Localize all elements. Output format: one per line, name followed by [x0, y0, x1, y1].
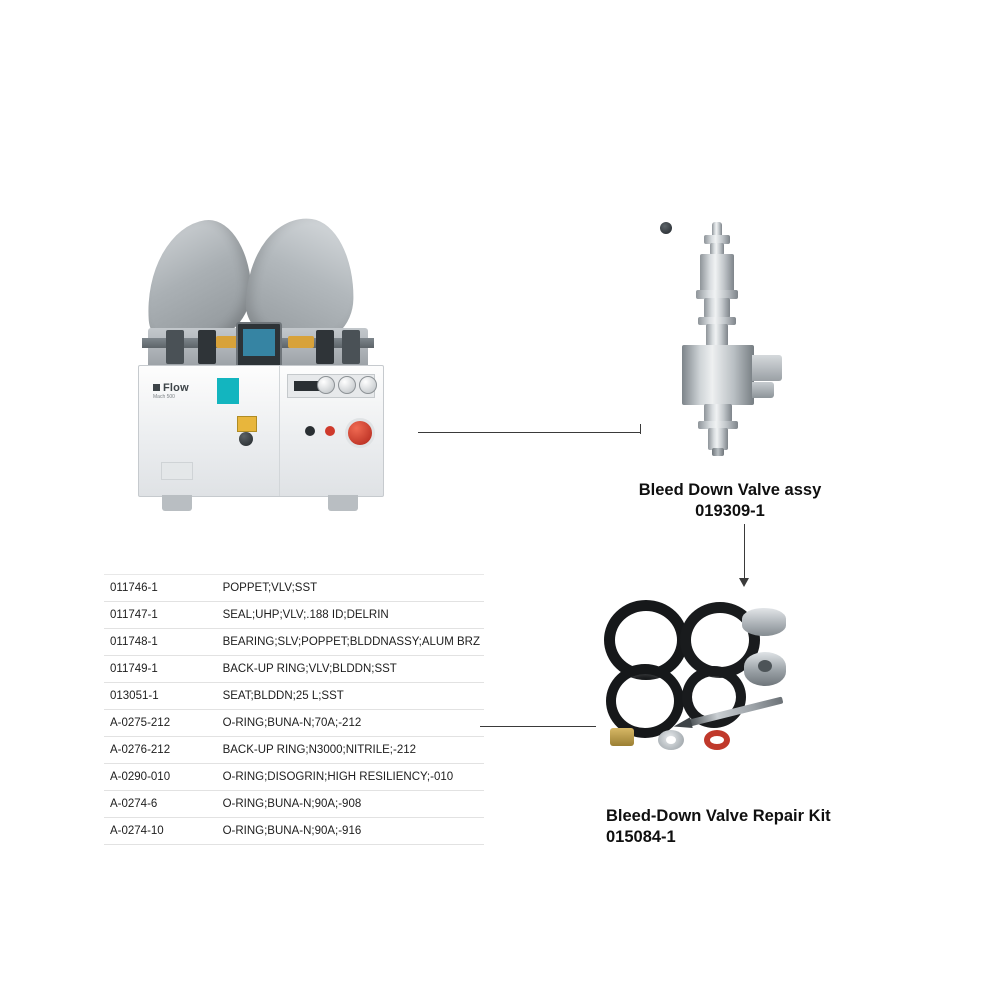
machine-cabinet	[138, 365, 384, 497]
machine-gauge-2-icon	[338, 376, 356, 394]
machine-emergency-stop-icon	[345, 418, 375, 448]
part-description-cell: O-RING;BUNA-N;90A;-916	[222, 825, 362, 837]
machine-teal-stripe	[217, 378, 239, 404]
leader-arrow-kit	[739, 578, 749, 587]
machine-logo-text: Flow	[163, 382, 189, 394]
valve-side-port-lower	[752, 382, 774, 398]
part-number-cell: 011748-1	[110, 636, 158, 648]
machine-knob	[239, 432, 253, 446]
part-description-cell: SEAL;UHP;VLV;.188 ID;DELRIN	[222, 609, 389, 621]
valve-caption-part-number: 019309-1	[695, 502, 765, 521]
part-number-cell: 011749-1	[110, 663, 158, 675]
machine-head-c	[316, 330, 334, 364]
part-description-cell: SEAT;BLDDN;25 L;SST	[222, 690, 344, 702]
valve-seat-part-icon	[742, 608, 786, 636]
bleed-down-valve-illustration	[660, 222, 800, 454]
machine-control-screen	[236, 322, 282, 370]
valve-outlet	[708, 428, 728, 450]
parts-table	[104, 574, 484, 845]
red-o-ring-part-icon	[704, 730, 730, 750]
repair-kit-illustration	[596, 590, 796, 770]
machine-head-b	[198, 330, 216, 364]
part-description-cell: O-RING;BUNA-N;70A;-212	[222, 717, 362, 729]
part-number-cell: 011747-1	[110, 609, 158, 621]
valve-neck-upper	[704, 298, 730, 318]
machine-accent-right	[288, 336, 314, 348]
part-number-cell: 013051-1	[110, 690, 159, 702]
part-description-cell: BACK-UP RING;VLV;BLDDN;SST	[222, 663, 397, 675]
part-number-cell: A-0275-212	[110, 717, 171, 729]
machine-head-a	[166, 330, 184, 364]
machine-foot-right	[328, 495, 358, 511]
machine-logo-subtext: Mach 500	[153, 394, 175, 400]
table-row	[104, 602, 484, 629]
valve-caption-title: Bleed Down Valve assy	[638, 481, 822, 499]
table-row	[104, 737, 484, 764]
part-number-cell: A-0276-212	[110, 744, 171, 756]
bearing-sleeve-part-icon	[744, 652, 786, 686]
valve-outlet-tip	[712, 448, 724, 456]
parts-table-body	[104, 575, 484, 845]
part-description-cell: POPPET;VLV;SST	[222, 582, 318, 594]
part-number-cell: 011746-1	[110, 582, 158, 594]
brass-bushing-part-icon	[610, 728, 634, 746]
leader-line-table-to-kit	[480, 726, 596, 727]
part-description-cell: BEARING;SLV;POPPET;BLDDNASSY;ALUM BRZ	[222, 636, 480, 648]
o-ring-large-3-icon	[606, 664, 684, 738]
kit-caption-title: Bleed-Down Valve Repair Kit	[606, 807, 831, 825]
leader-line-valve-to-kit	[744, 524, 745, 582]
part-number-cell: A-0274-10	[110, 825, 164, 837]
valve-neck-lower	[706, 324, 728, 346]
machine-logo-mark-icon	[153, 384, 160, 391]
valve-side-port-upper	[752, 355, 782, 381]
part-description-cell: O-RING;BUNA-N;90A;-908	[222, 798, 362, 810]
kit-caption-part-number: 015084-1	[606, 828, 676, 847]
machine-logo	[153, 382, 189, 400]
valve-bonnet	[700, 254, 734, 292]
table-row	[104, 791, 484, 818]
machine-button-black	[305, 426, 315, 436]
valve-port-hole	[660, 222, 672, 234]
machine-yellow-panel	[237, 416, 257, 432]
machine-head-d	[342, 330, 360, 364]
leader-line-machine-to-valve	[418, 432, 640, 433]
table-row	[104, 683, 484, 710]
kit-caption	[606, 806, 936, 848]
table-row	[104, 710, 484, 737]
valve-body-block	[682, 345, 754, 405]
table-row	[104, 629, 484, 656]
back-up-ring-part-icon	[658, 730, 684, 750]
machine-gauge-1-icon	[317, 376, 335, 394]
valve-caption	[570, 480, 890, 522]
table-row	[104, 575, 484, 602]
part-description-cell: O-RING;DISOGRIN;HIGH RESILIENCY;-010	[222, 771, 454, 783]
machine-access-door	[161, 462, 193, 480]
valve-lower-body	[704, 404, 732, 422]
machine-foot-left	[162, 495, 192, 511]
machine-gauge-3-icon	[359, 376, 377, 394]
table-row	[104, 764, 484, 791]
part-description-cell: BACK-UP RING;N3000;NITRILE;-212	[222, 744, 417, 756]
table-row	[104, 818, 484, 845]
part-number-cell: A-0290-010	[110, 771, 171, 783]
part-number-cell: A-0274-6	[110, 798, 158, 810]
leader-line-valve-tick	[640, 424, 641, 434]
machine-button-red	[325, 426, 335, 436]
valve-cap	[712, 222, 722, 236]
table-row	[104, 656, 484, 683]
waterjet-machine-illustration	[120, 210, 420, 530]
